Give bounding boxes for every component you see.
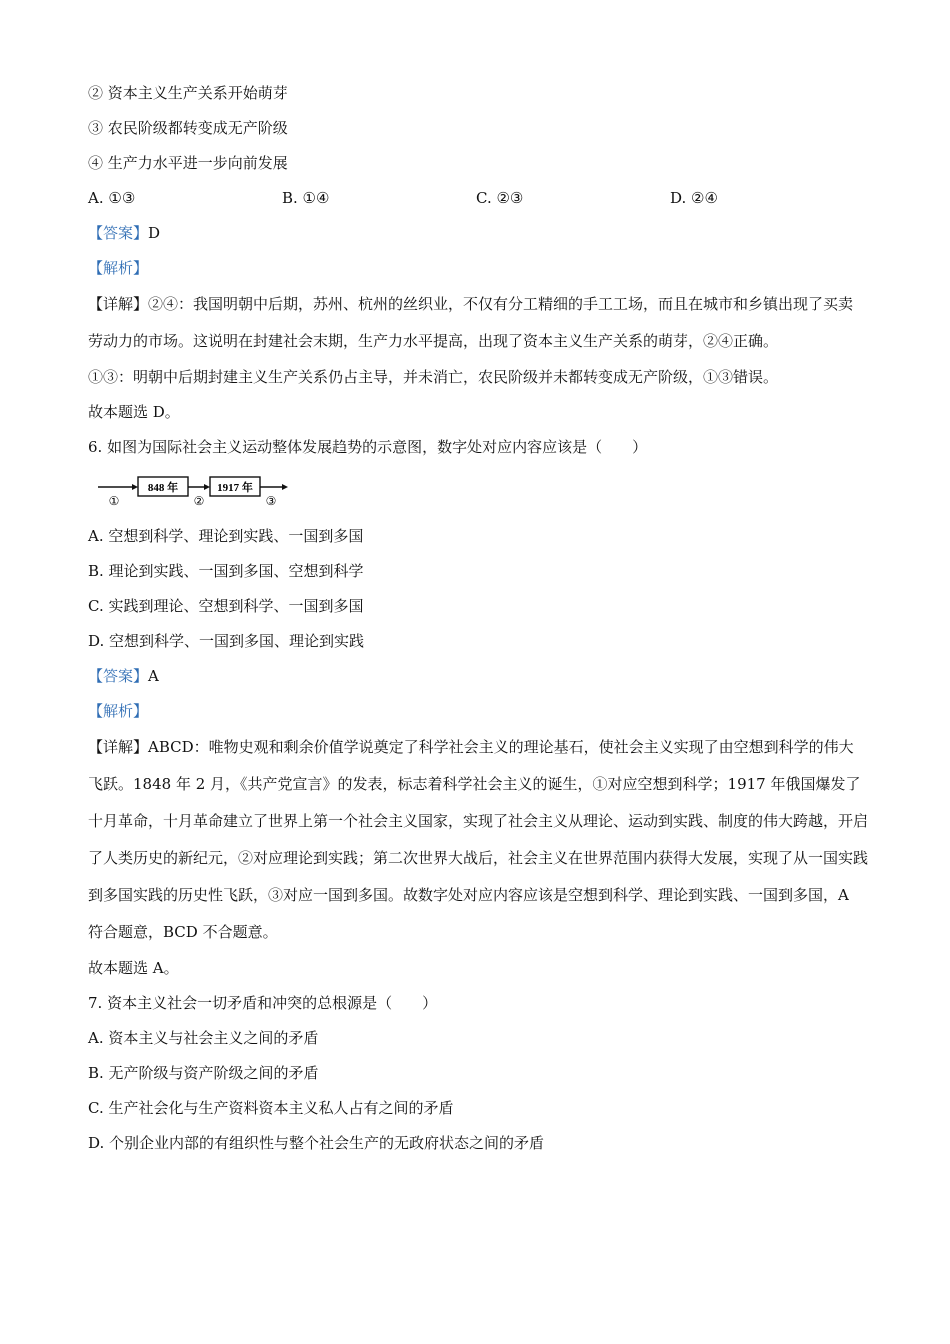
q6-answer (88, 659, 868, 694)
q6-detail (88, 729, 868, 951)
q5-item-2: ② 资本主义生产关系开始萌芽 (88, 84, 288, 102)
q6-option-a: A. 空想到科学、理论到实践、一国到多国 (88, 527, 364, 545)
q5-option-a: A. ①③ (88, 189, 136, 207)
q6-conclusion: 故本题选 A。 (88, 959, 179, 977)
q5-option-d: D. ②④ (670, 189, 718, 207)
q6-diagram (88, 467, 868, 515)
q5-options (88, 181, 868, 216)
arrow-icon (282, 484, 288, 490)
q5-item-4: ④ 生产力水平进一步向前发展 (88, 154, 288, 172)
detail-text: ②④：我国明朝中后期，苏州、杭州的丝织业，不仅有分工精细的手工工场，而且在城市和乡镇出现了买卖劳动力的市场。这说明在封建社会末期，生产力水平提高，出现了资本主义生产关系的萌芽，②④正确。 (88, 295, 854, 350)
marker-2: ② (193, 494, 205, 508)
document-page (88, 76, 868, 1161)
q7-option-b: B. 无产阶级与资产阶级之间的矛盾 (88, 1064, 319, 1082)
year-box-2-label: 1917 年 (217, 482, 253, 494)
marker-3: ③ (265, 494, 277, 508)
q5-analysis-label: 【解析】 (88, 259, 149, 277)
answer-value: D (148, 224, 161, 242)
arrow-icon (132, 484, 138, 490)
detail-label: 【详解】 (88, 738, 149, 756)
q5-answer (88, 216, 868, 251)
q6-question: 6. 如图为国际社会主义运动整体发展趋势的示意图，数字处对应内容应该是（ ） (88, 438, 648, 456)
answer-label: 【答案】 (88, 224, 149, 242)
q6-analysis-label: 【解析】 (88, 702, 149, 720)
arrow-icon (204, 484, 210, 490)
q7-option-d: D. 个别企业内部的有组织性与整个社会生产的无政府状态之间的矛盾 (88, 1134, 545, 1152)
q7-option-a: A. 资本主义与社会主义之间的矛盾 (88, 1029, 319, 1047)
q5-item-3: ③ 农民阶级都转变成无产阶级 (88, 119, 288, 137)
q5-conclusion: 故本题选 D。 (88, 403, 180, 421)
q7-option-c: C. 生产社会化与生产资料资本主义私人占有之间的矛盾 (88, 1099, 454, 1117)
q5-detail-2: ①③：明朝中后期封建主义生产关系仍占主导，并未消亡，农民阶级并未都转变成无产阶级，①③错误。 (88, 368, 779, 386)
answer-label: 【答案】 (88, 667, 149, 685)
q6-option-b: B. 理论到实践、一国到多国、空想到科学 (88, 562, 364, 580)
q5-option-c: C. ②③ (476, 189, 524, 207)
detail-text: ABCD：唯物史观和剩余价值学说奠定了科学社会主义的理论基石，使社会主义实现了由空想到科学的伟大飞跃。1848 年 2 月，《共产党宣言》的发表，标志着科学社会主义的诞生，①对应空想到科学；1917 年俄国爆发了十月革命，十月革命建立了世界上第一个社会主义国家，实现了社会主义从理论、运动到实践、制度的伟大跨越，开启了人类历史的新纪元，②对应理论到实践；第二次世界大战后，社会主义在世界范围内获得大发展，实现了从一国实践到多国实践的历史性飞跃，③对应一国到多国。故数字处对应内容应该是空想到科学、理论到实践、一国到多国，A 符合题意，BCD 不合题意。 (88, 738, 869, 941)
q5-detail (88, 286, 868, 360)
detail-label: 【详解】 (88, 295, 149, 313)
answer-value: A (148, 667, 159, 685)
q6-option-d: D. 空想到科学、一国到多国、理论到实践 (88, 632, 365, 650)
q6-option-c: C. 实践到理论、空想到科学、一国到多国 (88, 597, 364, 615)
q7-question: 7. 资本主义社会一切矛盾和冲突的总根源是（ ） (88, 994, 438, 1012)
year-box-1-label: 848 年 (147, 482, 179, 494)
timeline-diagram (96, 471, 296, 511)
marker-1: ① (108, 494, 120, 508)
q5-option-b: B. ①④ (282, 189, 330, 207)
